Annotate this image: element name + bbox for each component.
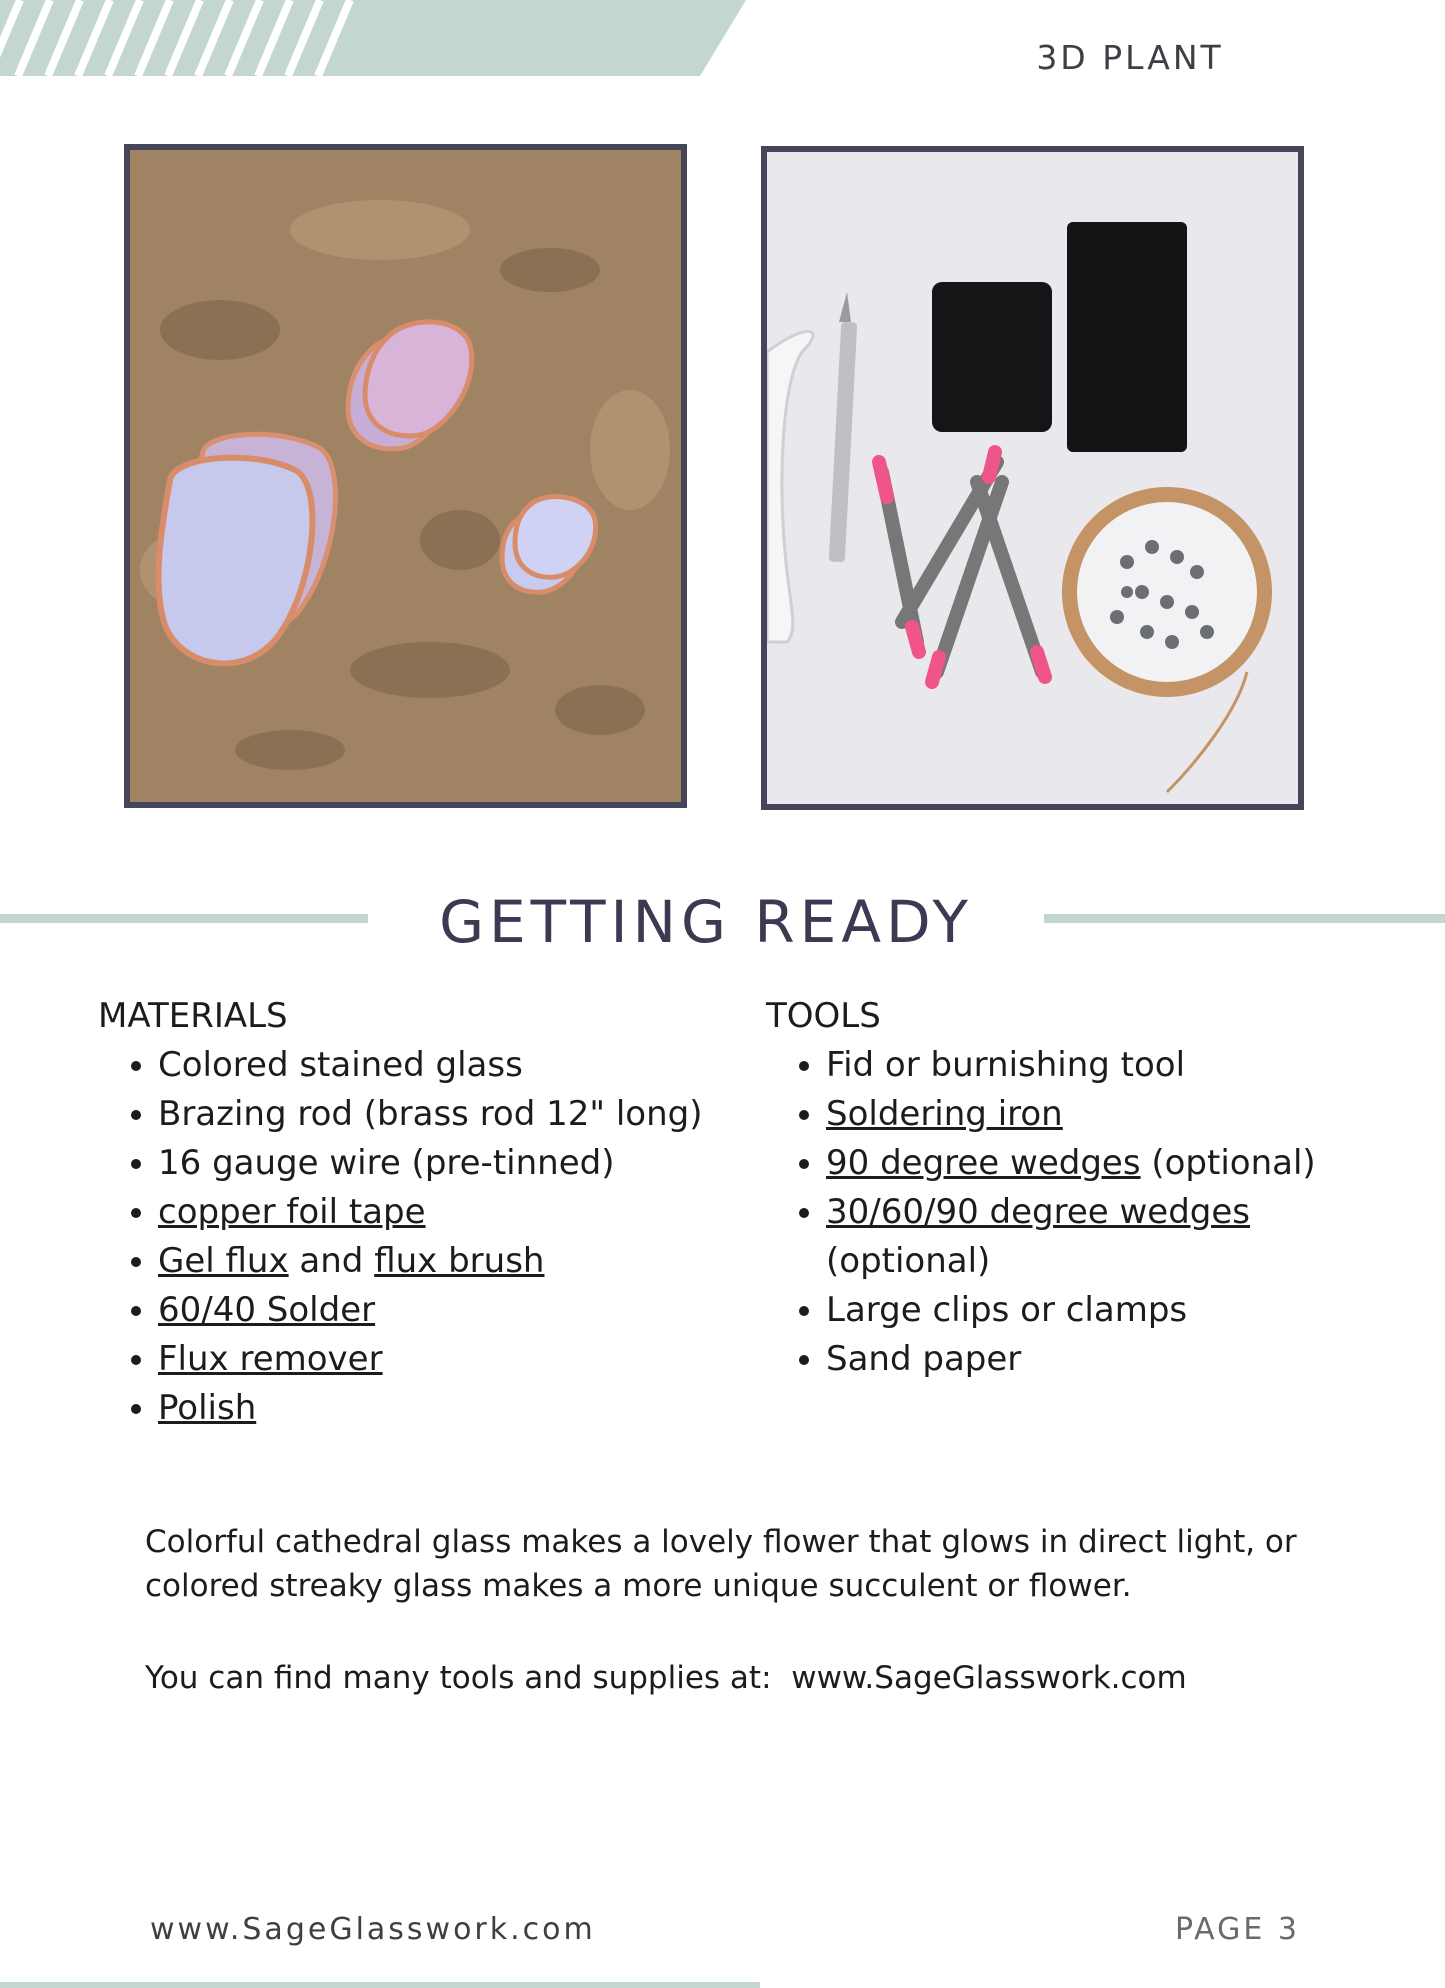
list-item: • Large clips or clamps [826,1286,1406,1335]
list-item: • Brazing rod (brass rod 12" long) [158,1090,738,1139]
soldering-iron-link[interactable]: Soldering iron [826,1094,1063,1134]
heading-rule-right [1044,914,1445,923]
list-item: • Sand paper [826,1335,1406,1384]
tools-list [766,1041,1406,1384]
tools-column [766,992,1406,1384]
list-item [158,1335,738,1384]
footer-website: www.SageGlasswork.com [150,1912,596,1947]
list-item [158,1384,738,1433]
section-title: GETTING READY [439,888,973,956]
list-item: • Colored stained glass [158,1041,738,1090]
tools-heading: TOOLS [766,996,881,1036]
list-item: • 30/60/90 degree wedges (optional) [826,1188,1406,1286]
bottom-stripe-banner [0,1982,760,1988]
document-title: 3D PLANT [1036,38,1224,77]
flux-remover-link[interactable]: Flux remover [158,1339,383,1379]
supplies-paragraph: You can find many tools and supplies at: www.SageGlasswork.com [145,1660,1187,1696]
materials-column [98,992,738,1433]
materials-list [98,1041,738,1433]
list-item: • Fid or burnishing tool [826,1041,1406,1090]
list-item [158,1188,738,1237]
90-degree-wedges-link[interactable]: 90 degree wedges [826,1143,1141,1183]
copper-foil-tape-link[interactable]: copper foil tape [158,1192,426,1232]
flux-brush-link[interactable]: flux brush [374,1241,545,1281]
materials-heading: MATERIALS [98,996,288,1036]
gel-flux-link[interactable]: Gel flux [158,1241,289,1281]
photo-tools [761,146,1304,810]
list-item [826,1090,1406,1139]
30-60-90-degree-wedges-link[interactable]: 30/60/90 degree wedges [826,1192,1250,1232]
glass-tip-paragraph: Colorful cathedral glass makes a lovely flower that glows in direct light, or colored streaky glass makes a more unique succulent or flower. [145,1524,1297,1604]
page-number: PAGE 3 [1175,1912,1300,1947]
list-item: • 16 gauge wire (pre-tinned) [158,1139,738,1188]
list-item [158,1286,738,1335]
list-item: • Gel flux and flux brush [158,1237,738,1286]
list-item: • 90 degree wedges (optional) [826,1139,1406,1188]
photo-foiled-glass-pieces [124,144,687,808]
polish-link[interactable]: Polish [158,1388,257,1428]
solder-link[interactable]: 60/40 Solder [158,1290,376,1330]
heading-rule-left [0,914,368,923]
top-stripe-banner [0,0,760,76]
